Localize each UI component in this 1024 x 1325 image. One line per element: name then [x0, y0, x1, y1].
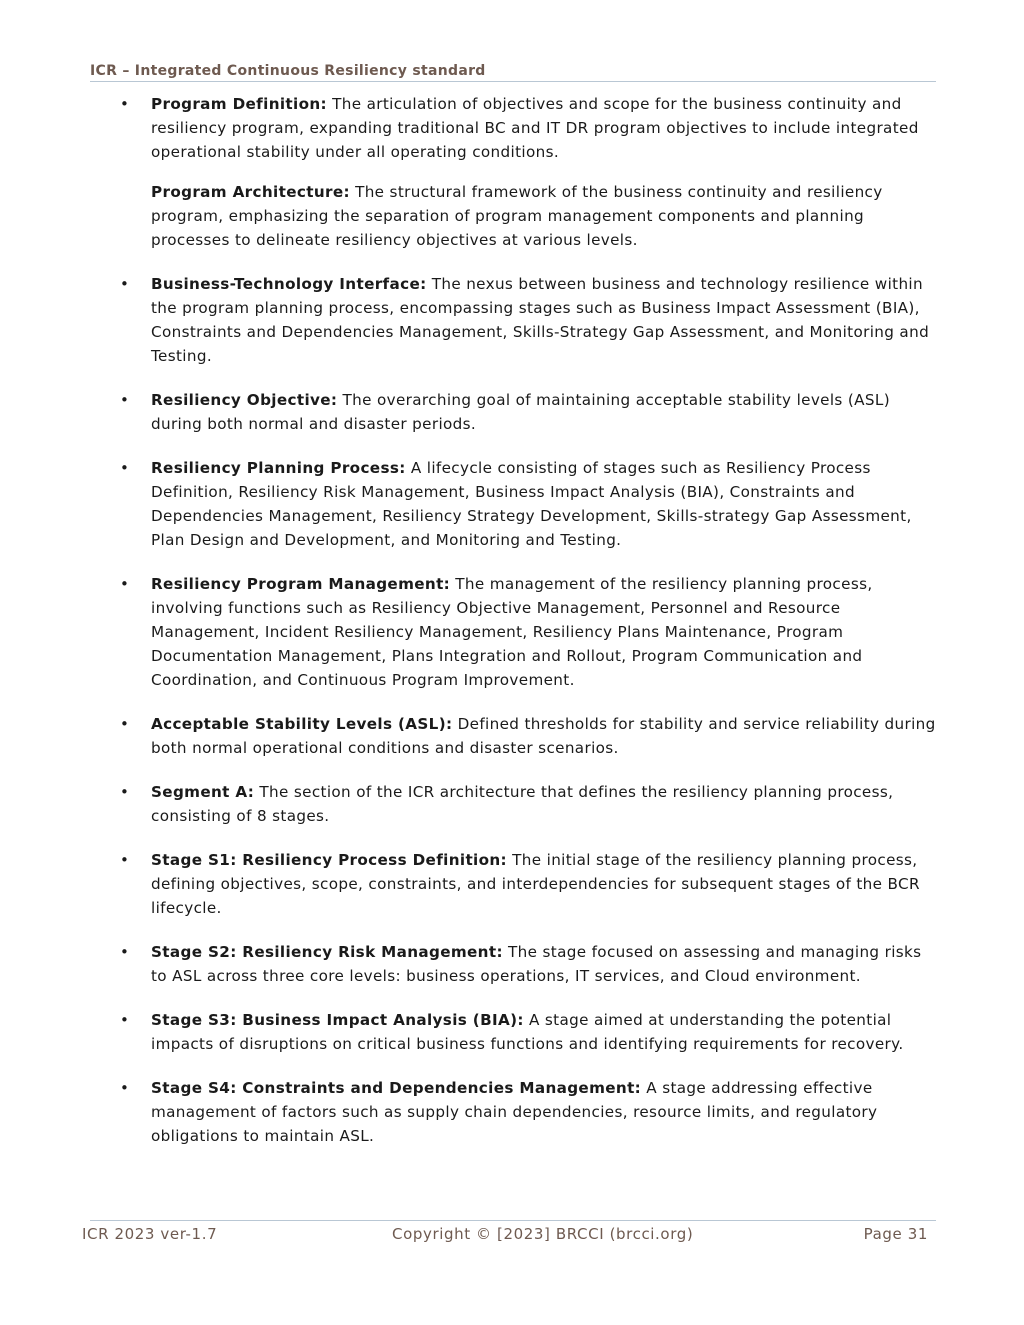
- bullet-icon: •: [120, 391, 130, 409]
- list-item-stage-s1: [90, 848, 936, 920]
- definition: The articulation of objectives and scope for the business continuity and resiliency program, expanding traditional BC and IT DR program objectives to include integrated operational stability under all operating conditions.: [151, 95, 919, 161]
- term: Business-Technology Interface:: [151, 275, 427, 293]
- page-number: Page 31: [863, 1225, 928, 1243]
- term: Resiliency Program Management:: [151, 575, 451, 593]
- definition: The structural framework of the business continuity and resiliency program, emphasizing the separation of program management components and planning processes to delineate resiliency objectives at various levels.: [151, 183, 883, 249]
- document-title: ICR – Integrated Continuous Resiliency standard: [90, 63, 486, 79]
- term: Resiliency Objective:: [151, 391, 338, 409]
- list-item-stage-s4: [90, 1076, 936, 1148]
- version-label: ICR 2023 ver-1.7: [82, 1225, 218, 1243]
- page-header: [90, 60, 936, 82]
- list-item-acceptable-stability-levels: [90, 712, 936, 760]
- term: Program Definition:: [151, 95, 327, 113]
- list-item-stage-s3: [90, 1008, 936, 1056]
- term: Program Architecture:: [151, 183, 350, 201]
- list-item-stage-s2: [90, 940, 936, 988]
- term: Stage S2: Resiliency Risk Management:: [151, 943, 503, 961]
- definition: A stage aimed at understanding the potential impacts of disruptions on critical business functions and identifying requirements for recovery.: [151, 1011, 904, 1053]
- definitions-list: [90, 92, 936, 1168]
- term: Resiliency Planning Process:: [151, 459, 406, 477]
- bullet-icon: •: [120, 1011, 130, 1029]
- list-item-program-architecture: [90, 180, 936, 252]
- list-item-resiliency-planning-process: [90, 456, 936, 552]
- term: Stage S4: Constraints and Dependencies Management:: [151, 1079, 642, 1097]
- bullet-icon: •: [120, 715, 130, 733]
- definition: The management of the resiliency planning process, involving functions such as Resiliency Objective Management, Personnel and Resource Management, Incident Resiliency Management, Resiliency Plans Maintenance, Program Documentation Management, Plans Integration and Rollout, Program Communication and Coordination, and Continuous Program Improvement.: [151, 575, 873, 689]
- definition: The stage focused on assessing and managing risks to ASL across three core levels: business operations, IT services, and Cloud environment.: [151, 943, 922, 985]
- definition: The initial stage of the resiliency planning process, defining objectives, scope, constraints, and interdependencies for subsequent stages of the BCR lifecycle.: [151, 851, 920, 917]
- term: Segment A:: [151, 783, 255, 801]
- term: Acceptable Stability Levels (ASL):: [151, 715, 453, 733]
- bullet-icon: •: [120, 575, 130, 593]
- list-item-segment-a: [90, 780, 936, 828]
- term: Stage S1: Resiliency Process Definition:: [151, 851, 507, 869]
- definition: A lifecycle consisting of stages such as Resiliency Process Definition, Resiliency Risk Management, Business Impact Analysis (BIA), Constraints and Dependencies Management, Resiliency Strategy Development, Skills-strategy Gap Assessment, Plan Design and Development, and Monitoring and Testing.: [151, 459, 912, 549]
- list-item-resiliency-objective: [90, 388, 936, 436]
- bullet-icon: •: [120, 943, 130, 961]
- bullet-icon: •: [120, 95, 130, 113]
- definition: The overarching goal of maintaining acceptable stability levels (ASL) during both normal and disaster periods.: [151, 391, 890, 433]
- page-footer: [82, 1220, 936, 1243]
- bullet-icon: •: [120, 1079, 130, 1097]
- bullet-icon: •: [120, 851, 130, 869]
- bullet-icon: •: [120, 275, 130, 293]
- bullet-icon: •: [120, 459, 130, 477]
- definition: Defined thresholds for stability and service reliability during both normal operational conditions and disaster scenarios.: [151, 715, 936, 757]
- list-item-business-technology-interface: [90, 272, 936, 368]
- definition: The nexus between business and technology resilience within the program planning process, encompassing stages such as Business Impact Assessment (BIA), Constraints and Dependencies Management, Skills-Strategy Gap Assessment, and Monitoring and Testing.: [151, 275, 930, 365]
- copyright-notice: Copyright © [2023] BRCCI (brcci.org): [392, 1225, 694, 1243]
- list-item-program-definition: [90, 92, 936, 164]
- bullet-icon: •: [120, 783, 130, 801]
- list-item-resiliency-program-management: [90, 572, 936, 692]
- definition: The section of the ICR architecture that defines the resiliency planning process, consisting of 8 stages.: [151, 783, 894, 825]
- term: Stage S3: Business Impact Analysis (BIA):: [151, 1011, 524, 1029]
- definition: A stage addressing effective management of factors such as supply chain dependencies, resource limits, and regulatory obligations to maintain ASL.: [151, 1079, 878, 1145]
